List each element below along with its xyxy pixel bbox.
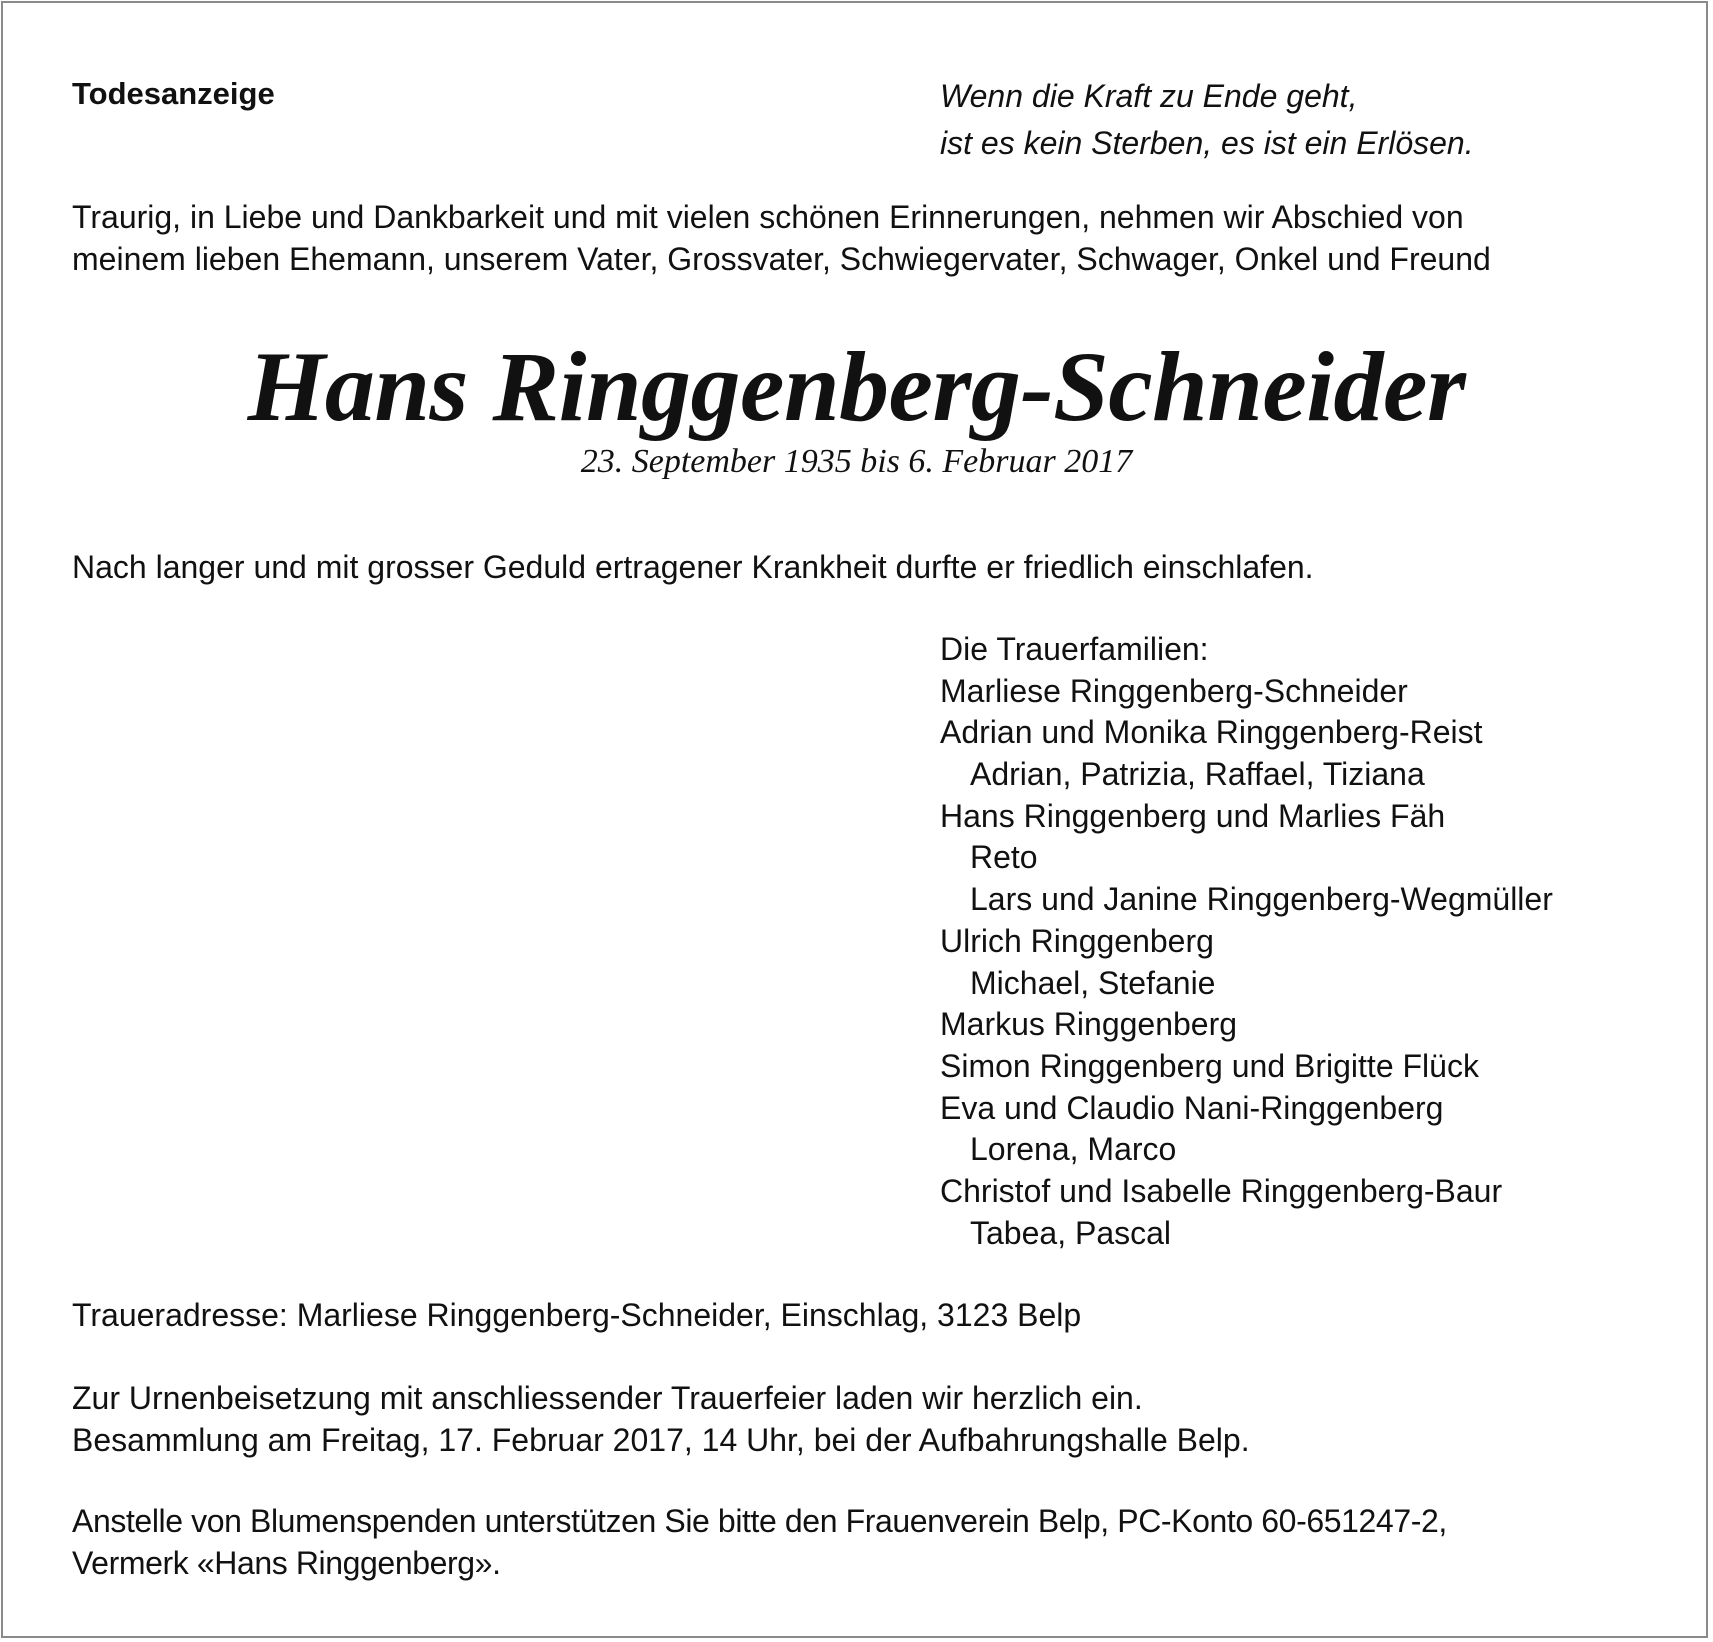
motto-line: Wenn die Kraft zu Ende geht, (940, 78, 1358, 114)
family-member: Tabea, Pascal (970, 1214, 1172, 1251)
mourning-address: Traueradresse: Marliese Ringgenberg-Schneider, Einschlag, 3123 Belp (72, 1297, 1082, 1333)
family-member: Lars und Janine Ringgenberg-Wegmüller (970, 881, 1553, 918)
passing-text: Nach langer und mit grosser Geduld ertragener Krankheit durfte er friedlich einschlafen. (72, 549, 1314, 585)
family-member: Adrian und Monika Ringgenberg-Reist (940, 714, 1483, 751)
life-dates: 23. September 1935 bis 6. Februar 2017 (580, 443, 1133, 480)
service-info (72, 1377, 1250, 1461)
family-list (940, 629, 1553, 1254)
family-list-title: Die Trauerfamilien: (940, 631, 1209, 667)
family-member: Eva und Claudio Nani-Ringgenberg (940, 1089, 1444, 1126)
intro-paragraph (72, 196, 1491, 280)
family-member: Simon Ringgenberg und Brigitte Flück (940, 1047, 1479, 1084)
intro-line: Traurig, in Liebe und Dankbarkeit und mit vielen schönen Erinnerungen, nehmen wir Abschied von (72, 199, 1464, 235)
family-members (940, 671, 1553, 1255)
family-member: Markus Ringgenberg (940, 1006, 1238, 1043)
donation-line: Anstelle von Blumenspenden unterstützen Sie bitte den Frauenverein Belp, PC-Konto 60-651247-2, (72, 1503, 1447, 1539)
service-line: Zur Urnenbeisetzung mit anschliessender Trauerfeier laden wir herzlich ein. (72, 1380, 1143, 1416)
family-member: Hans Ringgenberg und Marlies Fäh (940, 797, 1446, 834)
family-member: Michael, Stefanie (970, 964, 1216, 1001)
donation-info (72, 1500, 1447, 1584)
motto-line: ist es kein Sterben, es ist ein Erlösen. (940, 125, 1474, 161)
family-member: Reto (970, 839, 1038, 876)
intro-line: meinem lieben Ehemann, unserem Vater, Grossvater, Schwiegervater, Schwager, Onkel und Freund (72, 241, 1491, 277)
motto-quote (940, 73, 1474, 167)
deceased-name: Hans Ringgenberg-Schneider (247, 331, 1466, 442)
notice-heading: Todesanzeige (72, 76, 275, 111)
family-member: Lorena, Marco (970, 1131, 1177, 1168)
family-member: Marliese Ringgenberg-Schneider (940, 672, 1408, 709)
donation-line: Vermerk «Hans Ringgenberg». (72, 1545, 501, 1581)
service-line: Besammlung am Freitag, 17. Februar 2017, 14 Uhr, bei der Aufbahrungshalle Belp. (72, 1422, 1250, 1458)
family-member: Christof und Isabelle Ringgenberg-Baur (940, 1172, 1503, 1209)
family-member: Ulrich Ringgenberg (940, 922, 1214, 959)
family-member: Adrian, Patrizia, Raffael, Tiziana (970, 756, 1425, 793)
